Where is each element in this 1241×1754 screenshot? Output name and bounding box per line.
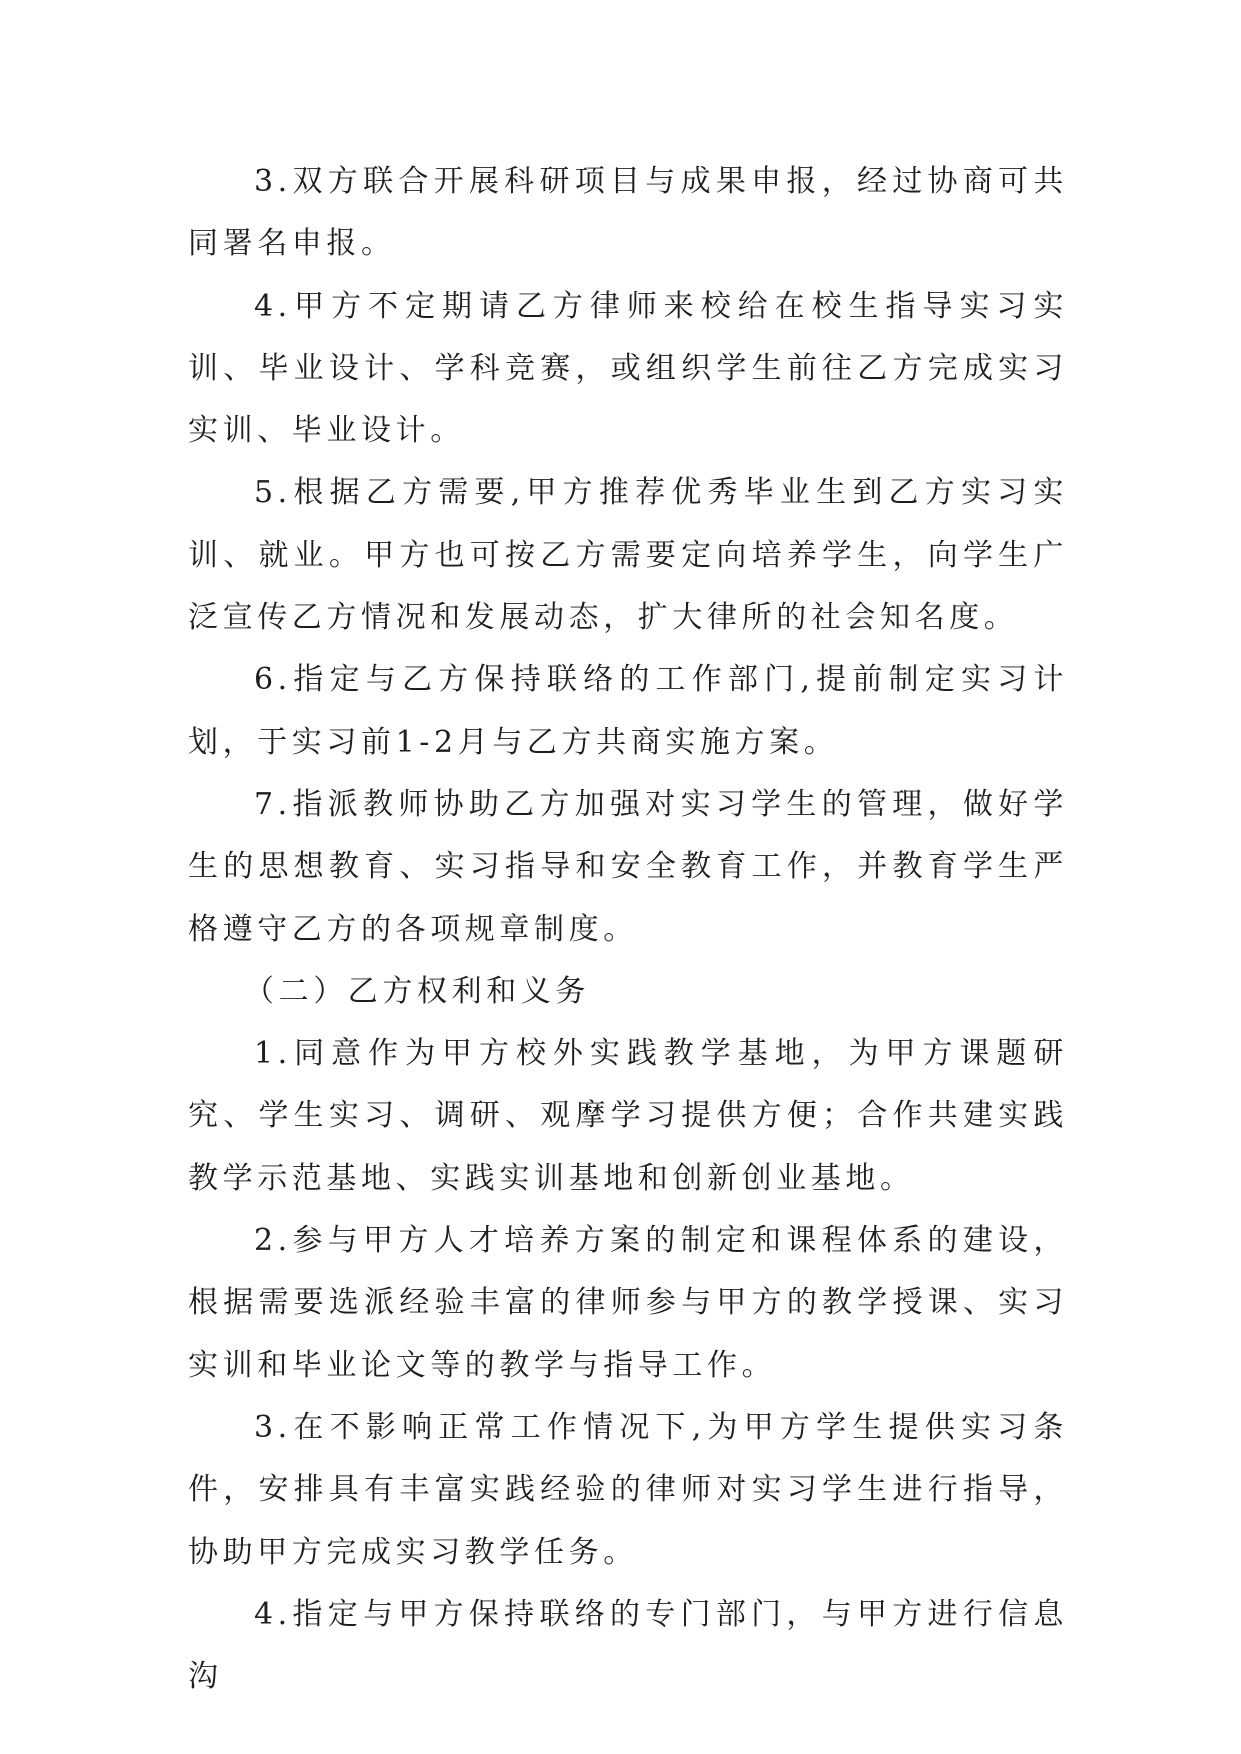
paragraph-item-7: 7.指派教师协助乙方加强对实习学生的管理，做好学生的思想教育、实习指导和安全教育工作，并教育学生严格遵守乙方的各项规章制度。	[188, 786, 1068, 947]
section-paragraph-item-3: 3.在不影响正常工作情况下,为甲方学生提供实习条件，安排具有丰富实践经验的律师对实习学生进行指导，协助甲方完成实习教学任务。	[188, 1409, 1068, 1570]
paragraph-item-5: 5.根据乙方需要,甲方推荐优秀毕业生到乙方实习实训、就业。甲方也可按乙方需要定向培养学生，向学生广泛宣传乙方情况和发展动态，扩大律所的社会知名度。	[188, 475, 1068, 636]
document-body	[188, 151, 1068, 1708]
section-paragraph-item-4: 4.指定与甲方保持联络的专门部门，与甲方进行信息沟	[188, 1596, 1068, 1695]
paragraph-item-3: 3.双方联合开展科研项目与成果申报，经过协商可共同署名申报。	[188, 164, 1068, 262]
section-paragraph-item-2: 2.参与甲方人才培养方案的制定和课程体系的建设，根据需要选派经验丰富的律师参与甲方的教学授课、实习实训和毕业论文等的教学与指导工作。	[188, 1223, 1068, 1383]
section-paragraph-item-1: 1.同意作为甲方校外实践教学基地，为甲方课题研究、学生实习、调研、观摩学习提供方便；合作共建实践教学示范基地、实践实训基地和创新创业基地。	[188, 1036, 1068, 1196]
section-heading: （二）乙方权利和义务	[244, 973, 590, 1009]
paragraph-item-4: 4.甲方不定期请乙方律师来校给在校生指导实习实训、毕业设计、学科竞赛，或组织学生前往乙方完成实习实训、毕业设计。	[188, 288, 1068, 449]
paragraph-item-6: 6.指定与乙方保持联络的工作部门,提前制定实习计划，于实习前1-2月与乙方共商实施方案。	[188, 662, 1068, 760]
